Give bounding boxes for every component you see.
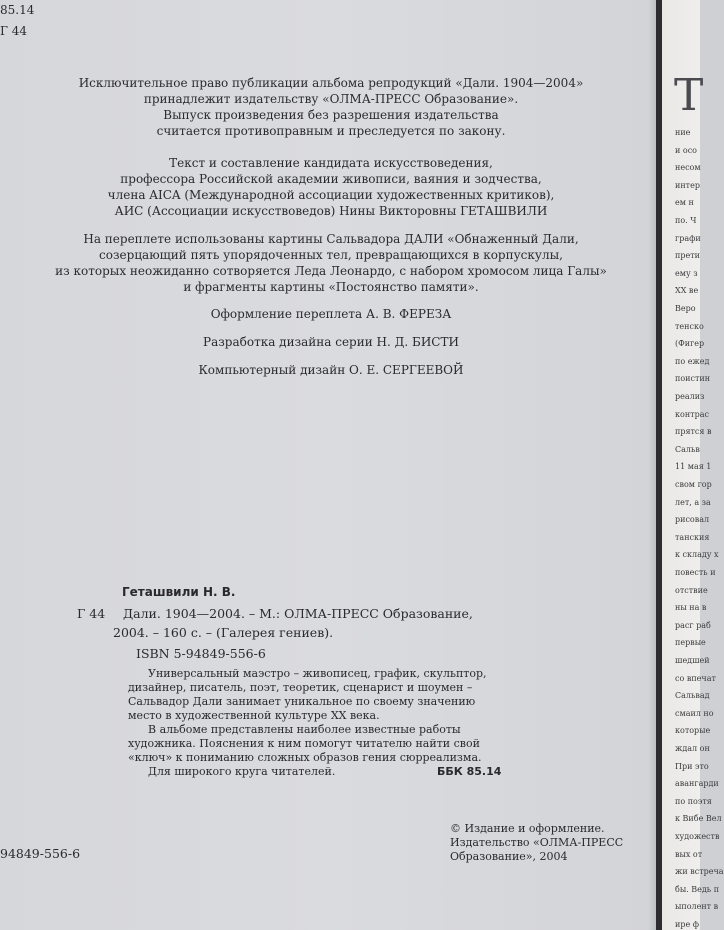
facing-page-fragment: прятся в [675,427,712,437]
annotation-paragraph: В альбоме представлены наиболее известные работы художника. Пояснения к ним помогут читателю найти свой «ключ» к пониманию сложных образов гения сюрреализма. [128,723,482,764]
facing-page-fragment: жи встреча [675,867,724,877]
facing-page-fragment: прети [675,251,700,261]
cover-line: из которых неожиданно сотворяется Леда Леонардо, с набором хромосом лица Галы» [55,264,607,278]
facing-page-fragment: ждал он [675,744,710,753]
facing-page-fragment: со впечат [675,673,716,683]
rights-line: считается противоправным и преследуется по закону. [156,124,506,138]
author-line: профессора Российской академии живописи, ваяния и зодчества, [120,172,542,186]
facing-page-fragment: по ежед [675,356,710,366]
facing-page-fragment: ем н [675,198,694,208]
copyright-line: © Издание и оформление. [450,822,605,835]
facing-page-fragment: которые [675,726,711,736]
facing-page-fragment: реализ [675,392,705,401]
facing-page-fragment: поистин [675,374,711,384]
cover-line: На переплете использованы картины Сальвадора ДАЛИ «Обнаженный Дали, [83,232,579,246]
facing-page-fragment: свом гор [675,480,712,489]
facing-page-fragment: (Фигер [675,339,705,349]
facing-page-fragment: При это [675,761,709,771]
rights-line: Исключительное право публикации альбома репродукций «Дали. 1904—2004» [78,76,584,90]
catalog-line-1: Дали. 1904—2004. – М.: ОЛМА-ПРЕСС Образование, [123,606,473,621]
rights-line: принадлежит издательству «ОЛМА-ПРЕСС Образование». [143,92,519,106]
author-credit [0,155,662,219]
facing-page-fragment: ире ф [675,920,699,929]
facing-page-fragment: несом [675,163,701,173]
facing-page-fragment: по. Ч [675,216,697,225]
author-line: Текст и составление кандидата искусствоведения, [169,156,493,170]
facing-page-drop-cap: Т [674,70,704,121]
facing-page-fragment: по поэтя [675,796,712,806]
facing-page-fragment: рисовал [675,515,710,525]
facing-page-fragment: вых от [675,849,703,859]
facing-page-fragment: графи [675,233,701,243]
facing-page-fragment: контрас [675,409,709,419]
facing-page-fragment: повесть и [675,568,716,577]
facing-page-fragment: Веро [675,304,696,313]
author-line: АИС (Ассоциации искусствоведов) Нины Викторовны ГЕТАШВИЛИ [114,204,548,218]
facing-page-fragment: ыполент в [675,902,719,912]
cover-line: и фрагменты картины «Постоянство памяти». [183,280,479,294]
facing-page-fragment: к Вибе Вел [675,814,722,824]
facing-page-fragment: бы. Ведь п [675,884,720,894]
copyright-line: Образование», 2004 [450,850,568,863]
facing-page-fragment: первые [675,638,706,648]
cover-line: созерцающий пять упорядоченных тел, превращающихся в корпускулы, [99,248,563,262]
facing-page-fragment: и осо [675,145,697,155]
catalog-author: Геташвили Н. В. [122,585,236,599]
catalog-code: Г 44 [77,606,106,621]
facing-page-fragment: авангарди [675,779,719,789]
facing-page-fragment: интер [675,180,700,190]
facing-page-fragment: Сальвад [675,691,710,701]
isbn-bottom: 94849-556-6 [0,846,81,861]
facing-page-fragment: 11 мая 1 [675,462,712,472]
bbk-code: ББК 85.14 [437,765,502,778]
facing-page-fragment: смаил но [675,708,714,718]
facing-page-fragment: тенско [675,321,704,331]
author-line: члена AICA (Международной ассоциации художественных критиков), [107,188,555,202]
facing-page-fragment: XX ве [675,286,699,296]
facing-page-fragment: танския [675,532,710,542]
annotation-paragraph: Универсальный маэстро – живописец, график, скульптор, дизайнер, писатель, поэт, теоретик, сценарист и шоумен – Сальвадор Дали занимает уникальное по своему значению место в художественной культуре XX века. [128,667,487,722]
copyright-line: Издательство «ОЛМА-ПРЕСС [450,836,624,849]
catalog-isbn: ISBN 5-94849-556-6 [136,646,266,661]
bbk-top-code: 85.14 [0,3,35,17]
facing-page-fragment: к складу х [675,550,719,560]
rights-line: Выпуск произведения без разрешения издательства [163,108,499,122]
facing-page-fragment: отствие [675,585,708,595]
facing-page-fragment: Сальв [675,444,700,454]
cover-note [0,231,662,295]
copyright-notice [450,822,623,864]
facing-page-fragment: шедшей [675,656,710,665]
facing-page-fragment: pacг раб [675,620,711,630]
facing-page-fragment: художеств [675,832,720,841]
facing-page-fragment: ны на в [675,603,707,613]
facing-page-fragment: лет, а за [675,497,711,507]
rights-notice [0,75,662,139]
facing-page-fragment: ние [675,128,691,137]
series-design-credit: Разработка дизайна серии Н. Д. БИСТИ [203,335,459,349]
binding-design-credit: Оформление переплета А. В. ФЕРЕЗА [210,307,452,321]
catalog-line-2: 2004. – 160 с. – (Галерея гениев). [113,625,334,640]
annotation [128,667,488,779]
annotation-paragraph: Для широкого круга читателей. [148,765,336,778]
index-top-code: Г 44 [0,24,28,38]
facing-page-fragment: ему з [675,268,698,278]
computer-design-credit: Компьютерный дизайн О. Е. СЕРГЕЕВОЙ [198,363,464,377]
